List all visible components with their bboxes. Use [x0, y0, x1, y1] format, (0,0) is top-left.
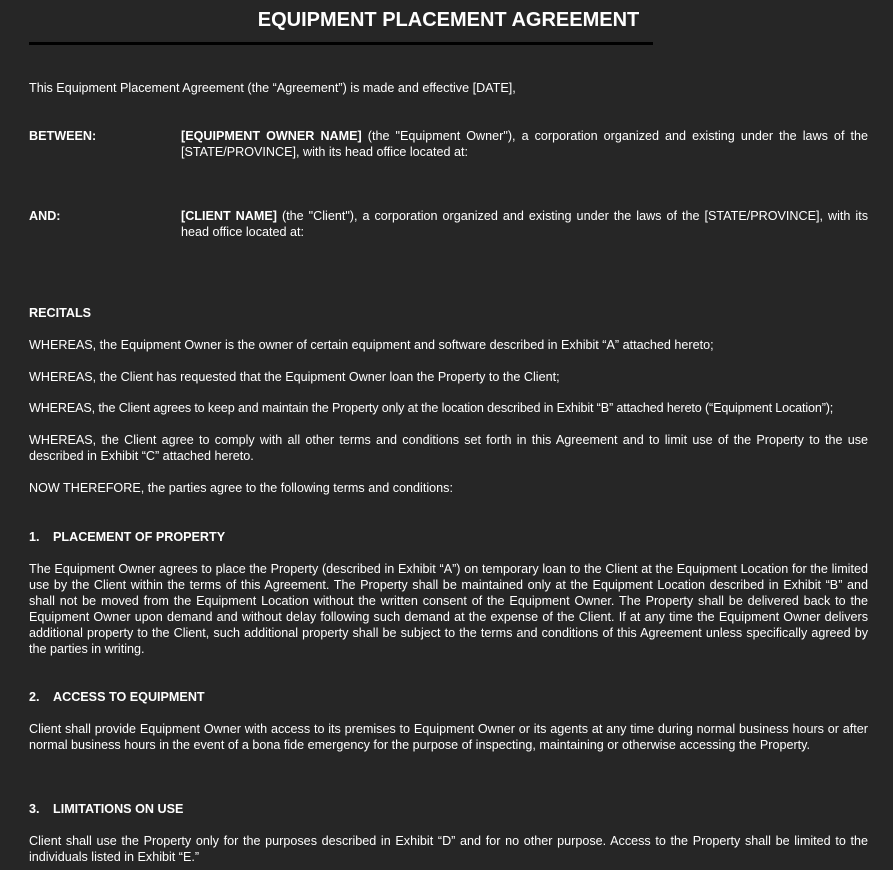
owner-description: (the "Equipment Owner"), a corporation organized and existing under the laws of the [STATE/PROVINCE], with its head office located at:	[181, 129, 869, 159]
title-divider	[29, 42, 653, 45]
recital-1: WHEREAS, the Equipment Owner is the owner of certain equipment and software described in Exhibit “A” attached hereto;	[29, 338, 714, 352]
section-2-body: Client shall provide Equipment Owner with access to its premises to Equipment Owner or its agents at any time during normal business hours or after normal business hours in the event of a bona fide emergency for the purpose of inspecting, maintaining or otherwise accessing the Property.	[29, 722, 868, 752]
section-title: PLACEMENT OF PROPERTY	[53, 530, 226, 544]
section-number: 2.	[29, 690, 40, 704]
recital-3: WHEREAS, the Client agrees to keep and maintain the Property only at the location described in Exhibit “B” attached hereto (“Equipment Location”);	[29, 401, 834, 415]
owner-name: [EQUIPMENT OWNER NAME]	[181, 129, 362, 143]
recitals-heading: RECITALS	[29, 306, 92, 320]
recital-2: WHEREAS, the Client has requested that the Equipment Owner loan the Property to the Client;	[29, 370, 560, 384]
section-3-body: Client shall use the Property only for the purposes described in Exhibit “D” and for no other purpose. Access to the Property shall be limited to the individuals listed in Exhibit “E.”	[29, 834, 868, 864]
section-number: 3.	[29, 802, 40, 816]
section-title: ACCESS TO EQUIPMENT	[53, 690, 205, 704]
client-description: (the "Client"), a corporation organized and existing under the laws of the [STATE/PROVINCE], with its head office located at:	[181, 209, 868, 239]
now-therefore: NOW THEREFORE, the parties agree to the following terms and conditions:	[29, 481, 453, 495]
section-1-heading	[29, 529, 225, 545]
intro-paragraph: This Equipment Placement Agreement (the “Agreement”) is made and effective [DATE],	[29, 81, 516, 95]
section-3-heading	[29, 801, 183, 817]
party-owner	[181, 128, 868, 160]
party-client	[181, 208, 868, 240]
document-title: EQUIPMENT PLACEMENT AGREEMENT	[257, 9, 640, 31]
party-label-between: BETWEEN:	[29, 129, 97, 143]
client-name: [CLIENT NAME]	[181, 209, 277, 223]
section-number: 1.	[29, 530, 40, 544]
section-2-heading	[29, 689, 205, 705]
recital-4: WHEREAS, the Client agree to comply with all other terms and conditions set forth in this Agreement and to limit use of the Property to the use described in Exhibit “C” attached hereto.	[29, 433, 868, 463]
section-title: LIMITATIONS ON USE	[53, 802, 184, 816]
party-label-and: AND:	[29, 209, 61, 223]
section-1-body: The Equipment Owner agrees to place the Property (described in Exhibit “A”) on temporary loan to the Client at the Equipment Location for the limited use by the Client within the terms of this Agreement. The Property shall be maintained only at the Equipment Location described in Exhibit “B” and shall not be moved from the Equipment Location without the written consent of the Equipment Owner. The Property shall be delivered back to the Equipment Owner upon demand and without delay following such demand at the expense of the Client. If at any time the Equipment Owner delivers additional property to the Client, such additional property shall be subject to the terms and conditions of this Agreement unless specifically agreed by the parties in writing.	[29, 562, 868, 656]
